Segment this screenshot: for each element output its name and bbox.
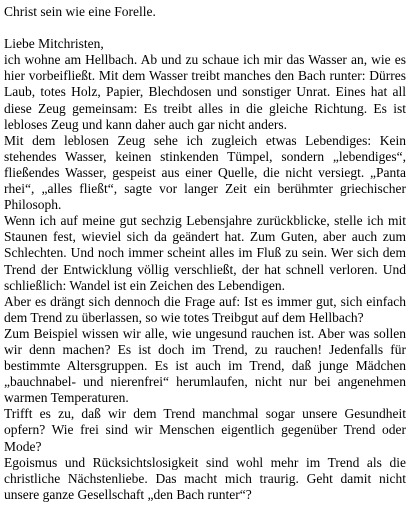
paragraph-hellbach: ich wohne am Hellbach. Ab und zu schaue ich mir das Wasser an, wie es hier vorbeifließt. Mit dem Wasser treibt manches den Bach runter: Dürres Laub, totes Holz, Papier, Blechdosen und sonstiger Unrat. Eines hat all diese Zeug gemeinsam: Es treibt alles in die gleiche Richtung. Es ist lebloses Zeug und kann daher auch gar nicht anders.: [4, 52, 406, 132]
paragraph-rauchen: Zum Beispiel wissen wir alle, wie ungesund rauchen ist. Aber was sollen wir denn machen? Es ist doch im Trend, zu rauchen! Jedenfalls für bestimmte Altersgruppen. Es ist auch im Trend, daß junge Mädchen „bauchnabel- und nierenfrei“ herumlaufen, nicht nur bei angenehmen warmen Temperaturen.: [4, 325, 406, 406]
paragraph-egoismus: Egoismus und Rücksichtslosigkeit sind wohl mehr im Trend als die christliche Nächstenliebe. Das macht mich traurig. Geht damit nicht unsere ganze Gesellschaft „den Bach runter“?: [4, 454, 406, 502]
document-page: [4, 4, 406, 503]
blank-line: [4, 20, 406, 36]
greeting: Liebe Mitchristen,: [4, 36, 104, 52]
paragraph-gesundheit: Trifft es zu, daß wir dem Trend manchmal sogar unsere Gesundheit opfern? Wie frei sind wir Menschen eigentlich gegenüber Trend oder Mode?: [4, 406, 406, 454]
paragraph-lebensjahre: Wenn ich auf meine gut sechzig Lebensjahre zurückblicke, stelle ich mit Staunen fest, wieviel sich da geändert hat. Zum Guten, aber auch zum Schlechten. Und noch immer scheint alles im Fluß zu sein. Wer sich dem Trend der Entwicklung völlig verschließt, der hat schnell verloren. Und schließlich: Wandel ist ein Zeichen des Lebendigen.: [4, 213, 406, 293]
paragraph-frage: Aber es drängt sich dennoch die Frage auf: Ist es immer gut, sich einfach dem Trend zu überlassen, so wie totes Treibgut auf dem Hellbach?: [4, 293, 406, 325]
paragraph-lebendiges: Mit dem leblosen Zeug sehe ich zugleich etwas Lebendiges: Kein stehendes Wasser, keinen stinkenden Tümpel, sondern „lebendiges“, fließendes Wasser, gespeist aus einer Quelle, die nicht versiegt. „Panta rhei“, „alles fließt“, sagte vor langer Zeit ein berühmter griechischer Philosoph.: [4, 132, 406, 213]
document-title: Christ sein wie eine Forelle.: [4, 4, 156, 19]
